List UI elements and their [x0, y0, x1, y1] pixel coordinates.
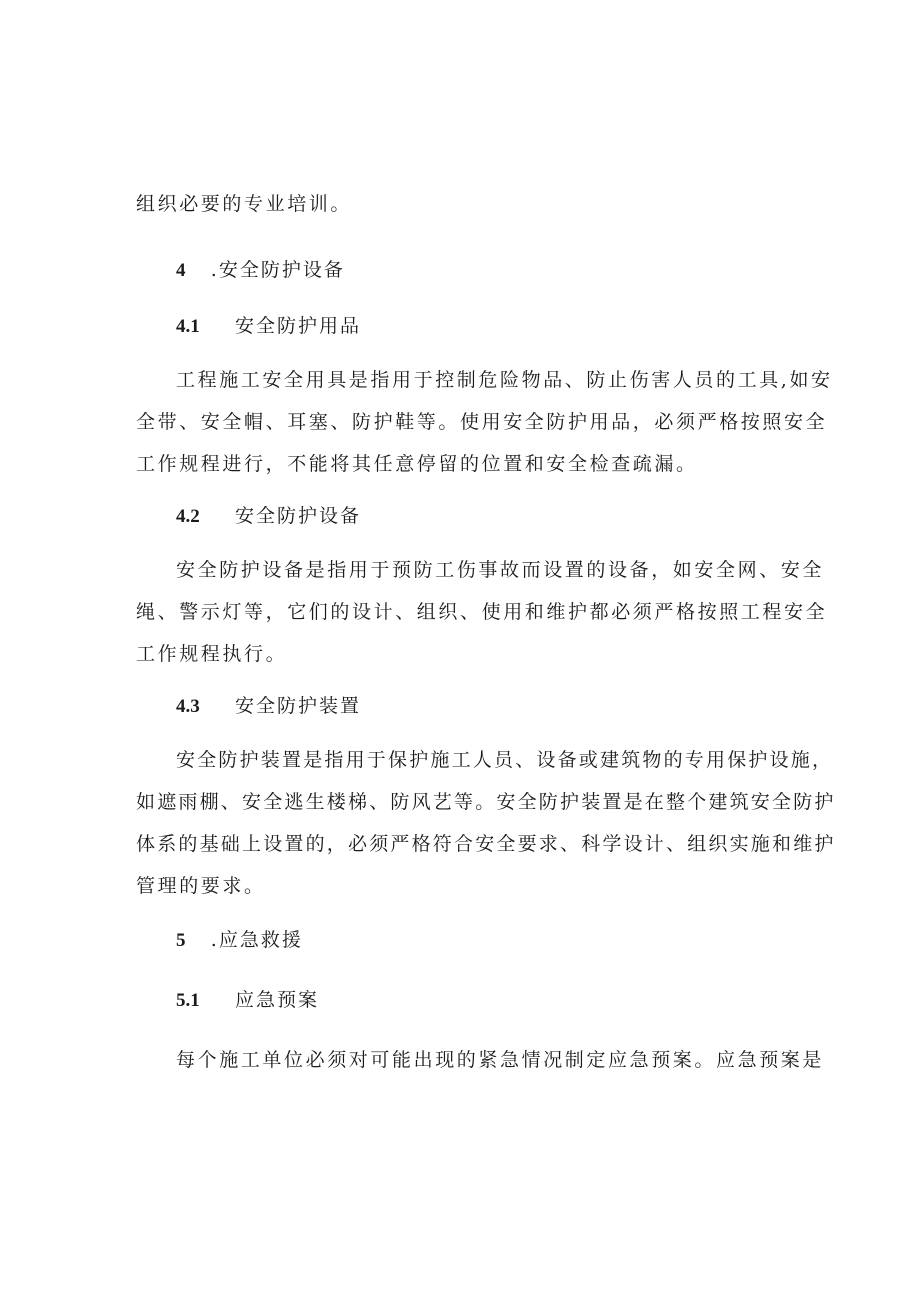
paragraph-line: 工作规程进行，不能将其任意停留的位置和安全检查疏漏。 — [136, 453, 698, 475]
subsection-number: 5.1 — [176, 990, 200, 1011]
section-heading — [176, 258, 345, 283]
paragraph-line: 管理的要求。 — [136, 875, 266, 897]
subsection-title: 安全防护设备 — [235, 505, 362, 527]
section-title: .应急救援 — [210, 929, 303, 951]
subsection-heading — [176, 504, 361, 529]
section-heading — [176, 928, 303, 953]
subsection-title: 安全防护装置 — [235, 695, 362, 717]
paragraph-line: 全带、安全帽、耳塞、防护鞋等。使用安全防护用品，必须严格按照安全 — [136, 411, 828, 433]
paragraph-line: 绳、警示灯等，它们的设计、组织、使用和维护都必须严格按照工程安全 — [136, 601, 828, 623]
subsection-number: 4.2 — [176, 506, 200, 527]
paragraph-line: 每个施工单位必须对可能出现的紧急情况制定应急预案。应急预案是 — [176, 1049, 825, 1071]
paragraph-line: 工程施工安全用具是指用于控制危险物品、防止伤害人员的工具,如安 — [176, 369, 833, 391]
paragraph-line: 如遮雨棚、安全逃生楼梯、防风艺等。安全防护装置是在整个建筑安全防护 — [136, 791, 836, 813]
section-number: 5 — [176, 930, 186, 951]
subsection-heading — [176, 988, 319, 1013]
paragraph-line: 体系的基础上设置的，必须严格符合安全要求、科学设计、组织实施和维护 — [136, 833, 836, 855]
subsection-number: 4.1 — [176, 316, 200, 337]
subsection-heading — [176, 314, 361, 339]
paragraph-line: 安全防护装置是指用于保护施工人员、设备或建筑物的专用保护设施， — [176, 749, 834, 771]
subsection-title: 应急预案 — [235, 989, 320, 1011]
section-number: 4 — [176, 260, 186, 281]
paragraph-line: 工作规程执行。 — [136, 643, 288, 665]
paragraph-line: 安全防护设备是指用于预防工伤事故而设置的设备，如安全网、安全 — [176, 559, 825, 581]
section-title: .安全防护设备 — [210, 259, 345, 281]
paragraph-line: 组织必要的专业培训。 — [136, 193, 353, 215]
subsection-number: 4.3 — [176, 696, 200, 717]
subsection-title: 安全防护用品 — [235, 315, 362, 337]
subsection-heading — [176, 694, 361, 719]
